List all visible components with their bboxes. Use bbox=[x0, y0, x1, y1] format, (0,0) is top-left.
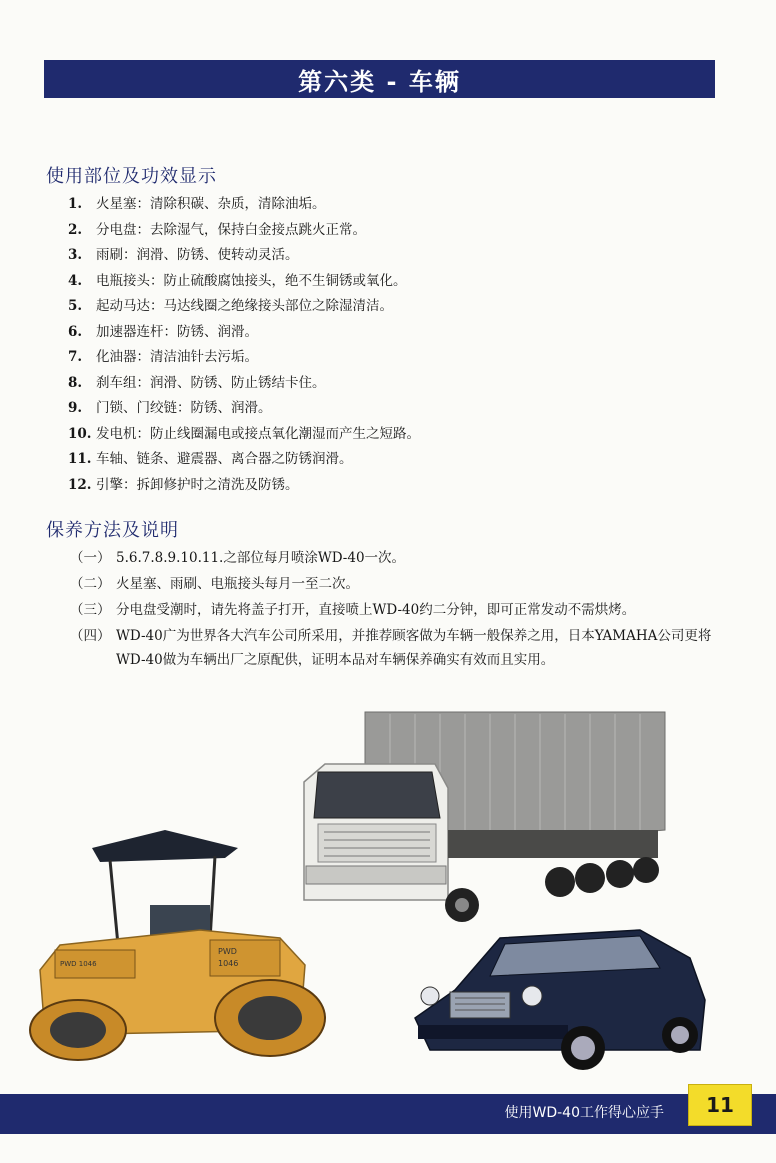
road-roller-image bbox=[30, 830, 325, 1060]
item-number: 6. bbox=[68, 323, 83, 340]
list-item bbox=[68, 473, 420, 499]
list-item bbox=[68, 371, 420, 397]
item-text: WD-40广为世界各大汽车公司所采用，并推荐顾客做为车辆一般保养之用，日本YAMAHA公司更将WD-40做为车辆出厂之原配供，证明本品对车辆保养确实有效而且实用。 bbox=[116, 628, 712, 668]
item-text: 起动马达：马达线圈之绝缘接头部位之除湿清洁。 bbox=[96, 298, 393, 314]
list-item bbox=[68, 269, 420, 295]
item-number: 11. bbox=[68, 451, 92, 467]
usage-heading: 使用部位及功效显示 bbox=[46, 166, 217, 187]
page-number: 11 bbox=[706, 1093, 734, 1117]
page-number-tab bbox=[688, 1084, 752, 1126]
list-item bbox=[70, 624, 720, 672]
list-item bbox=[68, 218, 420, 244]
item-number: 5. bbox=[68, 298, 83, 314]
roller-label-top: PWD bbox=[218, 947, 237, 956]
item-text: 门锁、门绞链：防锈、润滑。 bbox=[96, 400, 272, 416]
list-item bbox=[68, 320, 420, 346]
list-item bbox=[68, 294, 420, 320]
list-item bbox=[68, 447, 420, 473]
item-text: 雨刷：润滑、防锈、使转动灵活。 bbox=[96, 247, 299, 263]
roller-label-bottom: 1046 bbox=[218, 959, 239, 968]
item-marker: （一） bbox=[70, 550, 111, 566]
list-item bbox=[70, 598, 720, 622]
item-marker: （四） bbox=[70, 628, 111, 644]
item-number: 4. bbox=[68, 272, 83, 289]
item-number: 3. bbox=[68, 247, 83, 263]
care-heading: 保养方法及说明 bbox=[46, 520, 179, 541]
item-text: 化油器：清洁油针去污垢。 bbox=[96, 349, 258, 365]
item-text: 火星塞：清除积碳、杂质，清除油垢。 bbox=[96, 196, 326, 212]
list-item bbox=[68, 345, 420, 371]
list-item bbox=[68, 192, 420, 218]
list-item bbox=[70, 572, 720, 596]
item-text: 火星塞、雨刷、电瓶接头每月一至二次。 bbox=[116, 576, 359, 592]
list-item bbox=[68, 396, 420, 422]
item-marker: （二） bbox=[70, 576, 111, 592]
item-number: 8. bbox=[68, 374, 83, 391]
item-text: 加速器连杆：防锈、润滑。 bbox=[96, 323, 258, 340]
item-number: 7. bbox=[68, 349, 83, 365]
item-text: 刹车组：润滑、防锈、防止锈结卡住。 bbox=[96, 374, 326, 391]
list-item bbox=[68, 422, 420, 448]
item-number: 12. bbox=[68, 476, 92, 493]
footer-slogan: 使用WD-40工作得心应手 bbox=[504, 1105, 664, 1121]
care-list bbox=[70, 546, 720, 674]
usage-list bbox=[68, 192, 420, 498]
vehicle-photos bbox=[0, 700, 776, 1080]
item-number: 2. bbox=[68, 221, 83, 238]
item-text: 车轴、链条、避震器、离合器之防锈润滑。 bbox=[96, 451, 353, 467]
item-text: 5.6.7.8.9.10.11.之部位每月喷涂WD-40一次。 bbox=[116, 550, 406, 566]
item-text: 电瓶接头：防止硫酸腐蚀接头，绝不生铜锈或氧化。 bbox=[96, 272, 407, 289]
item-number: 1. bbox=[68, 196, 83, 212]
list-item bbox=[70, 546, 720, 570]
item-number: 10. bbox=[68, 425, 92, 442]
truck-image bbox=[304, 712, 665, 922]
item-marker: （三） bbox=[70, 602, 111, 618]
item-text: 分电盘：去除湿气，保持白金接点跳火正常。 bbox=[96, 221, 366, 238]
sedan-car-image bbox=[415, 930, 705, 1070]
item-text: 引擎：拆卸修护时之清洗及防锈。 bbox=[96, 476, 299, 493]
page-title-bar bbox=[44, 60, 715, 98]
item-text: 发电机：防止线圈漏电或接点氧化潮湿而产生之短路。 bbox=[96, 425, 420, 442]
item-text: 分电盘受潮时，请先将盖子打开，直接喷上WD-40约二分钟，即可正常发动不需烘烤。 bbox=[116, 602, 636, 618]
list-item bbox=[68, 243, 420, 269]
item-number: 9. bbox=[68, 400, 83, 416]
roller-label-side: PWD 1046 bbox=[60, 960, 97, 968]
page-title: 第六类 - 车辆 bbox=[298, 67, 461, 96]
